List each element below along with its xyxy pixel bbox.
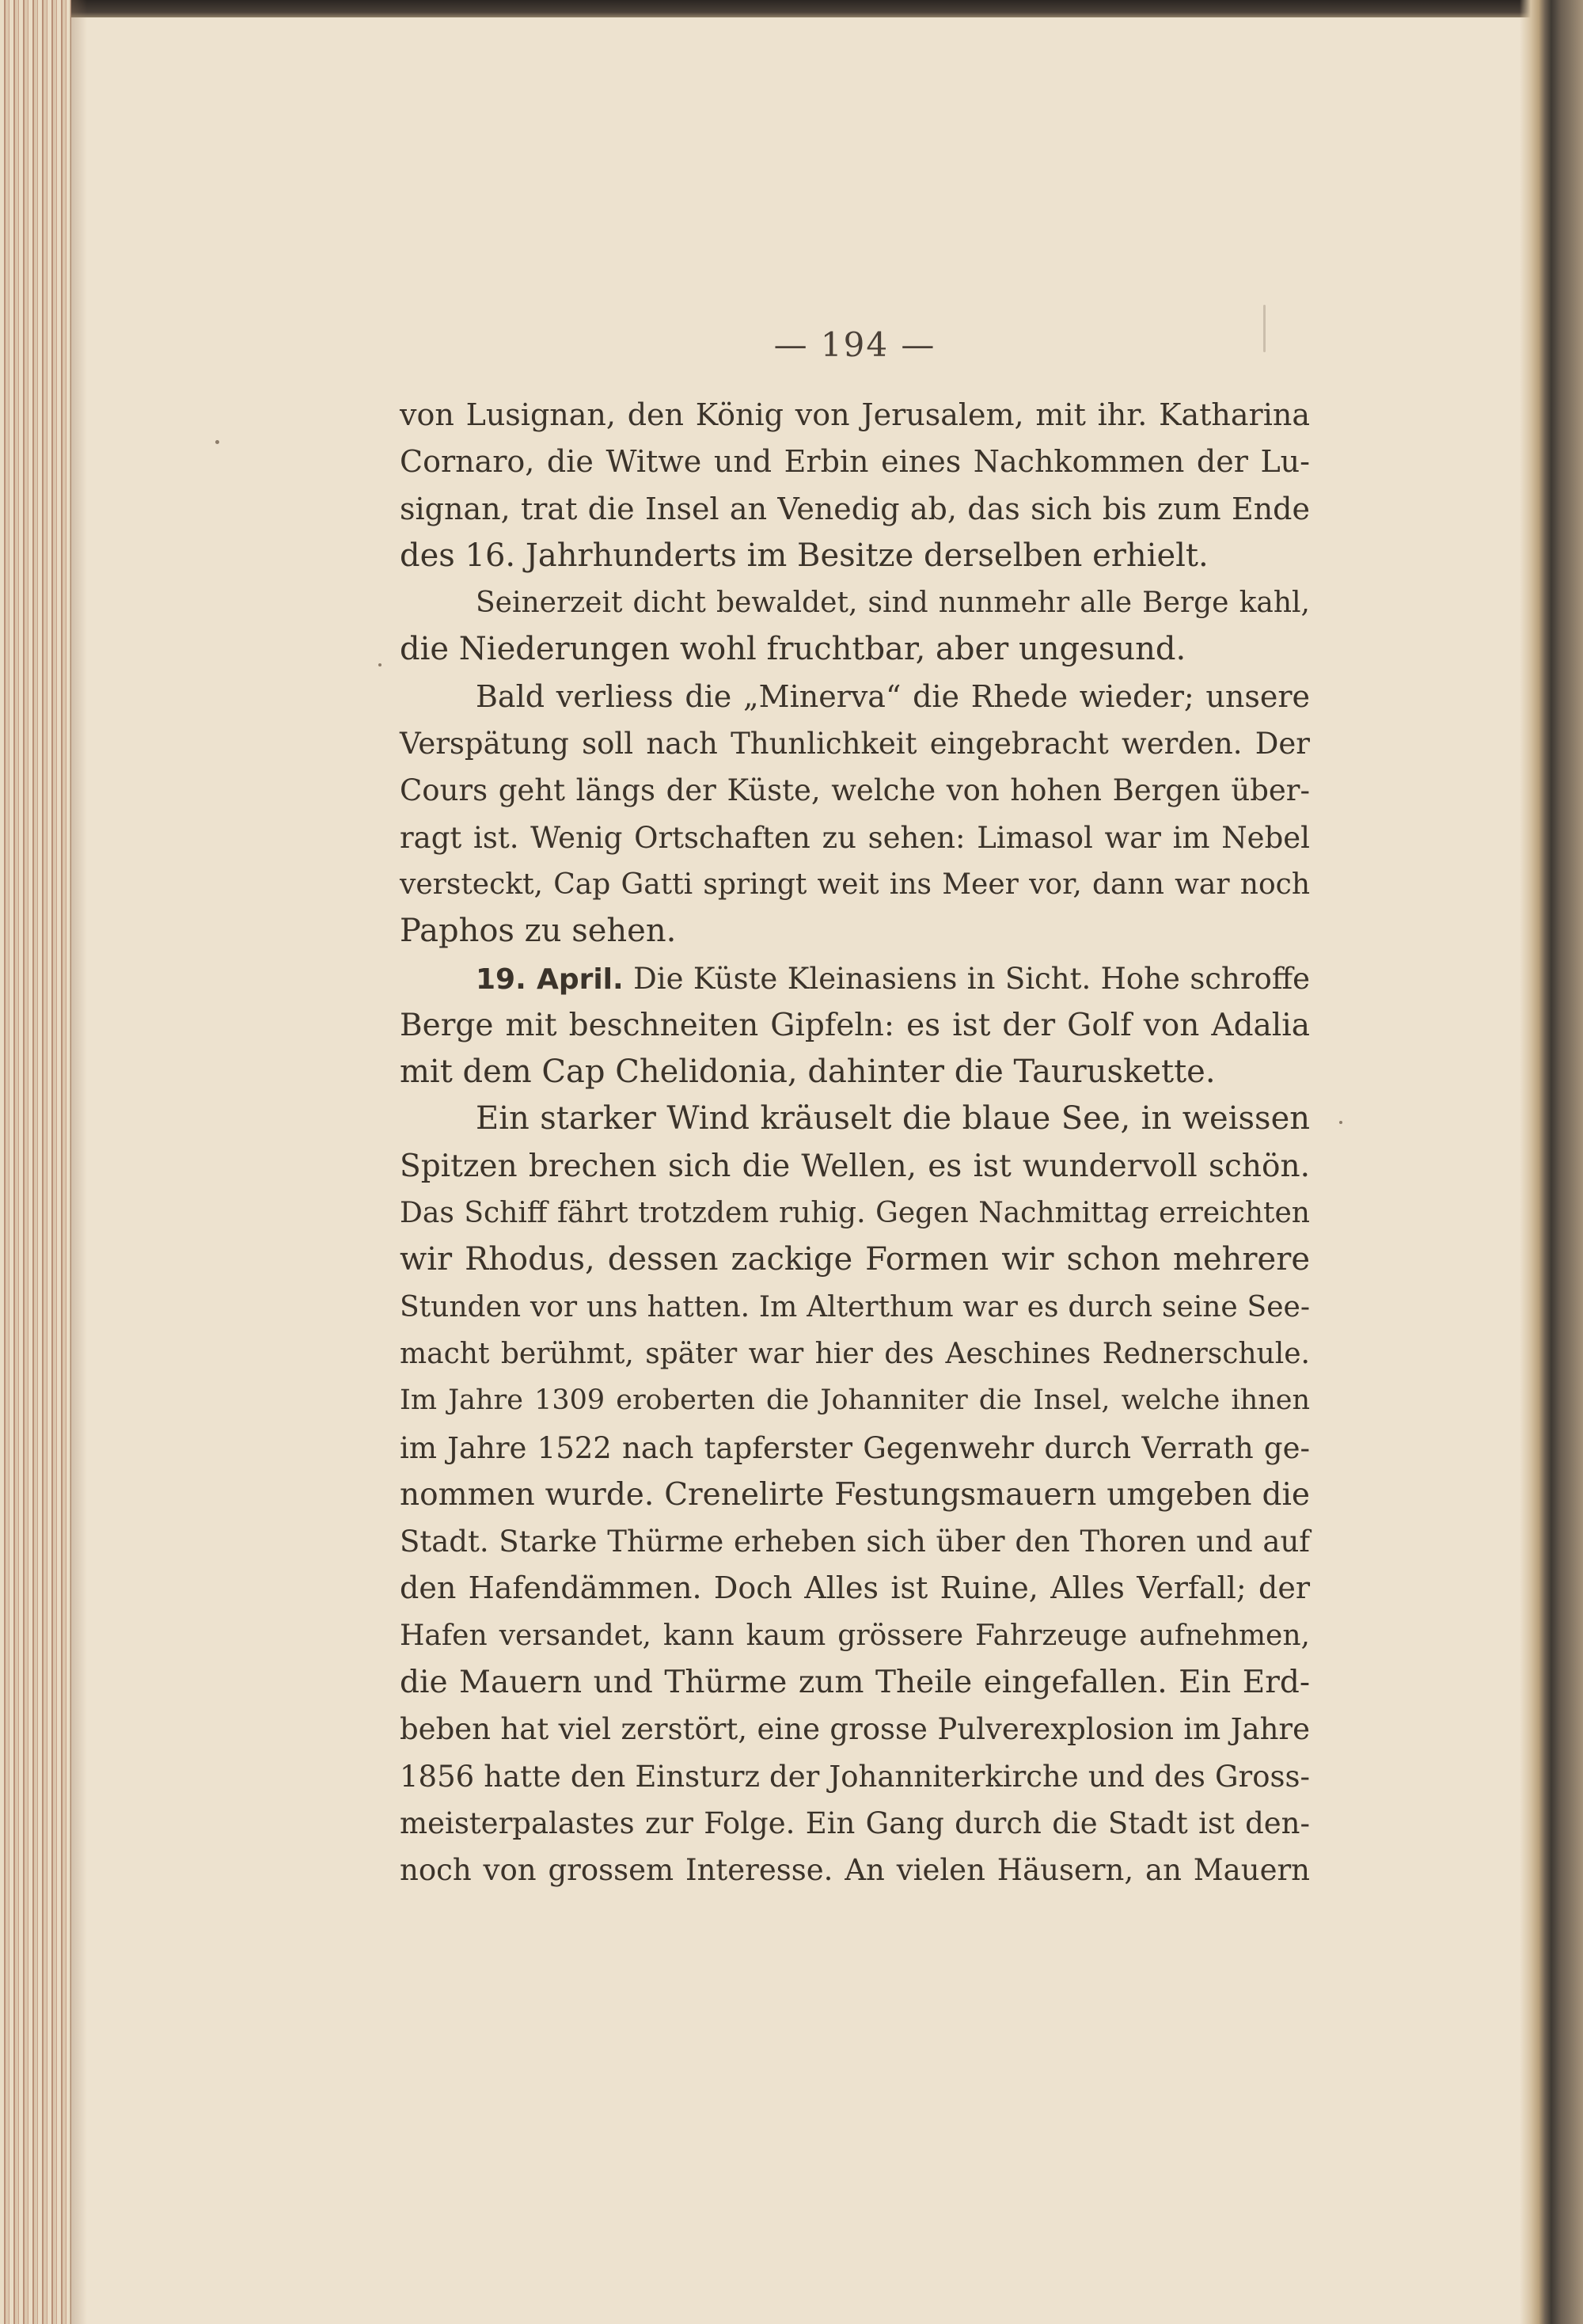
text-line: Verspätung soll nach Thunlichkeit eingebracht werden. Der: [400, 727, 1310, 761]
text-line: die Niederungen wohl fruchtbar, aber ungesund.: [400, 631, 1186, 668]
text-line: ragt ist. Wenig Ortschaften zu sehen: Limasol war im Nebel: [400, 820, 1310, 855]
text-line: Bald verliess die „Minerva“ die Rhede wieder; unsere: [476, 678, 1310, 714]
text-line: mit dem Cap Chelidonia, dahinter die Tauruskette.: [400, 1054, 1216, 1091]
text-line: nommen wurde. Crenelirte Festungsmauern umgeben die: [400, 1476, 1310, 1513]
text-line: Berge mit beschneiten Gipfeln: es ist der Golf von Adalia: [400, 1007, 1310, 1043]
text-line: Cours geht längs der Küste, welche von hohen Bergen über-: [400, 773, 1310, 808]
text-line: Hafen versandet, kann kaum grössere Fahrzeuge aufnehmen,: [400, 1619, 1310, 1652]
text-line: im Jahre 1522 nach tapferster Gegenwehr durch Verrath ge-: [400, 1430, 1310, 1465]
text-line: wir Rhodus, dessen zackige Formen wir schon mehrere: [400, 1241, 1310, 1278]
text-line: Ein starker Wind kräuselt die blaue See, in weissen: [476, 1100, 1310, 1137]
page-shadow: [70, 0, 87, 2324]
text-line: Spitzen brechen sich die Wellen, es ist wundervoll schön.: [400, 1148, 1310, 1184]
book-top-edge: [0, 0, 1583, 17]
paper-speck: [378, 663, 382, 666]
text-line: versteckt, Cap Gatti springt weit ins Meer vor, dann war noch: [400, 868, 1310, 901]
text-line: noch von grossem Interesse. An vielen Häusern, an Mauern: [400, 1853, 1310, 1888]
date-heading: 19. April.: [476, 963, 624, 996]
text-line: Das Schiff fährt trotzdem ruhig. Gegen Nachmittag erreichten: [400, 1197, 1310, 1230]
text-line: von Lusignan, den König von Jerusalem, mit ihr. Katharina: [400, 397, 1310, 432]
text-line: Seinerzeit dicht bewaldet, sind nunmehr alle Berge kahl,: [476, 587, 1310, 620]
text-line: Stadt. Starke Thürme erheben sich über den Thoren und auf: [400, 1525, 1310, 1559]
text-line: Im Jahre 1309 eroberten die Johanniter die Insel, welche ihnen: [400, 1384, 1310, 1417]
paper-speck: [215, 440, 219, 444]
text-line: signan, trat die Insel an Venedig ab, das sich bis zum Ende: [400, 491, 1310, 526]
text-line: macht berühmt, später war hier des Aeschines Rednerschule.: [400, 1337, 1310, 1370]
binding-gutter: [1520, 0, 1583, 2324]
paper-speck: [1339, 1121, 1342, 1124]
page-number: — 194 —: [773, 325, 936, 364]
text-line: Cornaro, die Witwe und Erbin eines Nachkommen der Lu-: [400, 444, 1310, 480]
text-line: beben hat viel zerstört, eine grosse Pulverexplosion im Jahre: [400, 1712, 1310, 1747]
text-line: 1856 hatte den Einsturz der Johanniterkirche und des Gross-: [400, 1759, 1310, 1794]
body-text: [400, 392, 1310, 1894]
text-line: des 16. Jahrhunderts im Besitze derselben erhielt.: [400, 537, 1209, 574]
text-line-rest: Die Küste Kleinasiens in Sicht. Hohe schroffe: [623, 961, 1310, 996]
text-line: Stunden vor uns hatten. Im Alterthum war es durch seine See-: [400, 1290, 1310, 1323]
page-stack-edge: [0, 0, 71, 2324]
text-line: meisterpalastes zur Folge. Ein Gang durch die Stadt ist den-: [400, 1806, 1310, 1840]
text-line: die Mauern und Thürme zum Theile eingefallen. Ein Erd-: [400, 1665, 1310, 1701]
text-line: Paphos zu sehen.: [400, 913, 677, 950]
text-line: [400, 955, 1310, 1002]
text-line: den Hafendämmen. Doch Alles ist Ruine, Alles Verfall; der: [400, 1570, 1310, 1606]
